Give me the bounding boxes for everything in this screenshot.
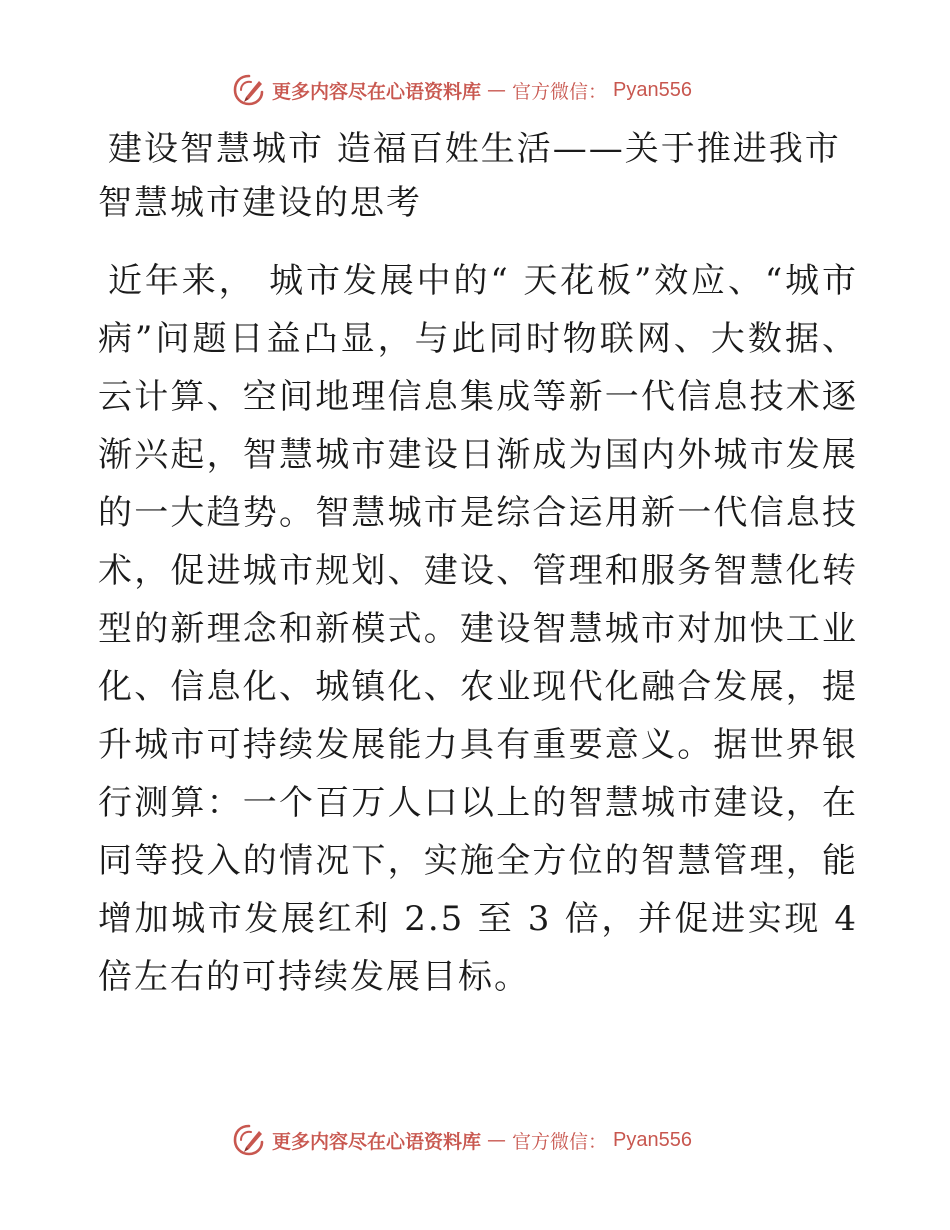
banner-wechat-id: Pyan556 <box>613 78 692 101</box>
banner-separator: — <box>487 79 507 101</box>
footer-banner <box>232 1120 722 1160</box>
pen-swirl-logo-icon <box>232 1123 266 1157</box>
header-banner <box>232 70 722 110</box>
document-paragraph: 近年来， 城市发展中的“ 天花板”效应、“城市病”问题日益凸显，与此同时物联网、大数据、云计算、空间地理信息集成等新一代信息技术逐渐兴起，智慧城市建设日渐成为国内外城市发展的一大趋势。智慧城市是综合运用新一代信息技术，促进城市规划、建设、管理和服务智慧化转型的新理念和新模式。建设智慧城市对加快工业化、信息化、城镇化、农业现代化融合发展，提升城市可持续发展能力具有重要意义。据世界银行测算：一个百万人口以上的智慧城市建设，在同等投入的情况下，实施全方位的智慧管理，能增加城市发展红利 2.5 至 3 倍，并促进实现 4 倍左右的可持续发展目标。 <box>98 261 858 997</box>
banner-separator: — <box>487 1129 507 1151</box>
banner-wechat-label: 官方微信： <box>512 80 608 103</box>
banner-main-text: 更多内容尽在心语资料库 <box>272 1130 482 1153</box>
document-title: 建设智慧城市 造福百姓生活——关于推进我市智慧城市建设的思考 <box>98 129 841 223</box>
banner-wechat-id: Pyan556 <box>613 1128 692 1151</box>
pen-swirl-logo-icon <box>232 73 266 107</box>
banner-main-text: 更多内容尽在心语资料库 <box>272 80 482 103</box>
banner-wechat-label: 官方微信： <box>512 1130 608 1153</box>
